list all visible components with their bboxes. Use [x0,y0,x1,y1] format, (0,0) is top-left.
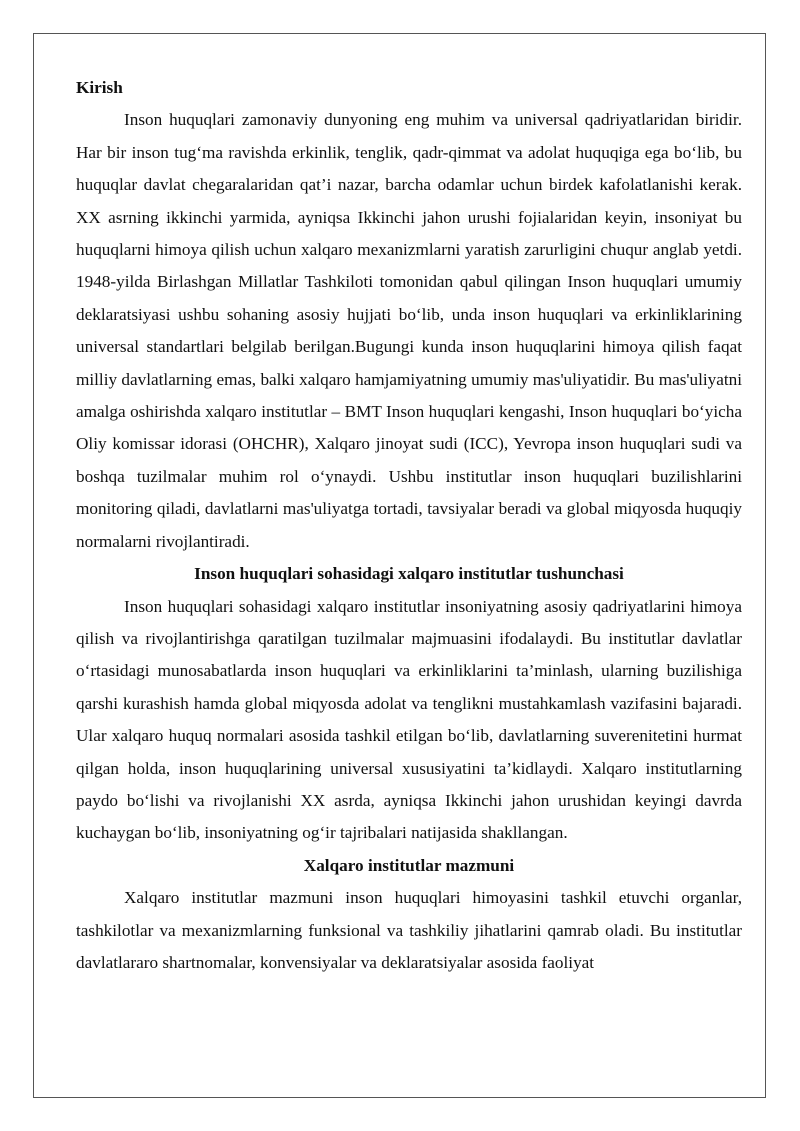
section1-heading: Inson huquqlari sohasidagi xalqaro institutlar tushunchasi [194,564,624,584]
section2-paragraph: Xalqaro institutlar mazmuni inson huquqlari himoyasini tashkil etuvchi organlar, tashkilotlar va mexanizmlarning funksional va tashkiliy jihatlarini qamrab oladi. Bu institutlar davlatlararo shartnomalar, konvensiyalar va deklaratsiyalar asosida faoliyat [76,888,742,972]
section1-paragraph: Inson huquqlari sohasidagi xalqaro institutlar insoniyatning asosiy qadriyatlarini himoya qilish va rivojlantirishga qaratilgan tuzilmalar majmuasini ifodalaydi. Bu institutlar davlatlar o‘rtasidagi munosabatlarda inson huquqlari va erkinliklarini ta’minlash, ularning buzilishiga qarshi kurashish hamda global miqyosda adolat va tenglikni mustahkamlash vazifasini bajaradi. Ular xalqaro huquq normalari asosida tashkil etilgan bo‘lib, davlatlarning suverenitetini hurmat qilgan holda, inson huquqlarining universal xususiyatini ta’kidlaydi. Xalqaro institutlarning paydo bo‘lishi va rivojlanishi XX asrda, ayniqsa Ikkinchi jahon urushidan keyingi davrda kuchaygan bo‘lib, insoniyatning og‘ir tajribalari natijasida shakllangan. [76,596,742,843]
section2-heading: Xalqaro institutlar mazmuni [303,855,515,875]
intro-heading: Kirish [76,78,123,97]
intro-paragraph: Inson huquqlari zamonaviy dunyoning eng muhim va universal qadriyatlaridan biridir. Har bir inson tug‘ma ravishda erkinlik, tenglik, qadr-qimmat va adolat huquqiga ega bo‘lib, bu huquqlar davlat chegaralaridan qat’i nazar, barcha odamlar uchun birdek kafolatlanishi kerak. XX asrning ikkinchi yarmida, ayniqsa Ikkinchi jahon urushi fojialaridan keyin, insoniyat bu huquqlarni himoya qilish uchun xalqaro mexanizmlarni yaratish zarurligini chuqur anglab yetdi. 1948-yilda Birlashgan Millatlar Tashkiloti tomonidan qabul qilingan Inson huquqlari umumiy deklaratsiyasi ushbu sohaning asosiy hujjati bo‘lib, unda inson huquqlari va erkinliklarining universal standartlari belgilab berilgan.Bugungi kunda inson huquqlarini himoya qilish faqat milliy davlatlarning emas, balki xalqaro hamjamiyatning umumiy mas'uliyatidir. Bu mas'uliyatni amalga oshirishda xalqaro institutlar – BMT Inson huquqlari kengashi, Inson huquqlari bo‘yicha Oliy komissar idorasi (OHCHR), Xalqaro jinoyat sudi (ICC), Yevropa inson huquqlari sudi va boshqa tuzilmalar muhim rol o‘ynaydi. Ushbu institutlar inson huquqlari buzilishlarini monitoring qiladi, davlatlarni mas'uliyatga tortadi, tavsiyalar beradi va global miqyosda huquqiy normalarni rivojlantiradi. [76,110,742,551]
document-body [76,72,742,979]
